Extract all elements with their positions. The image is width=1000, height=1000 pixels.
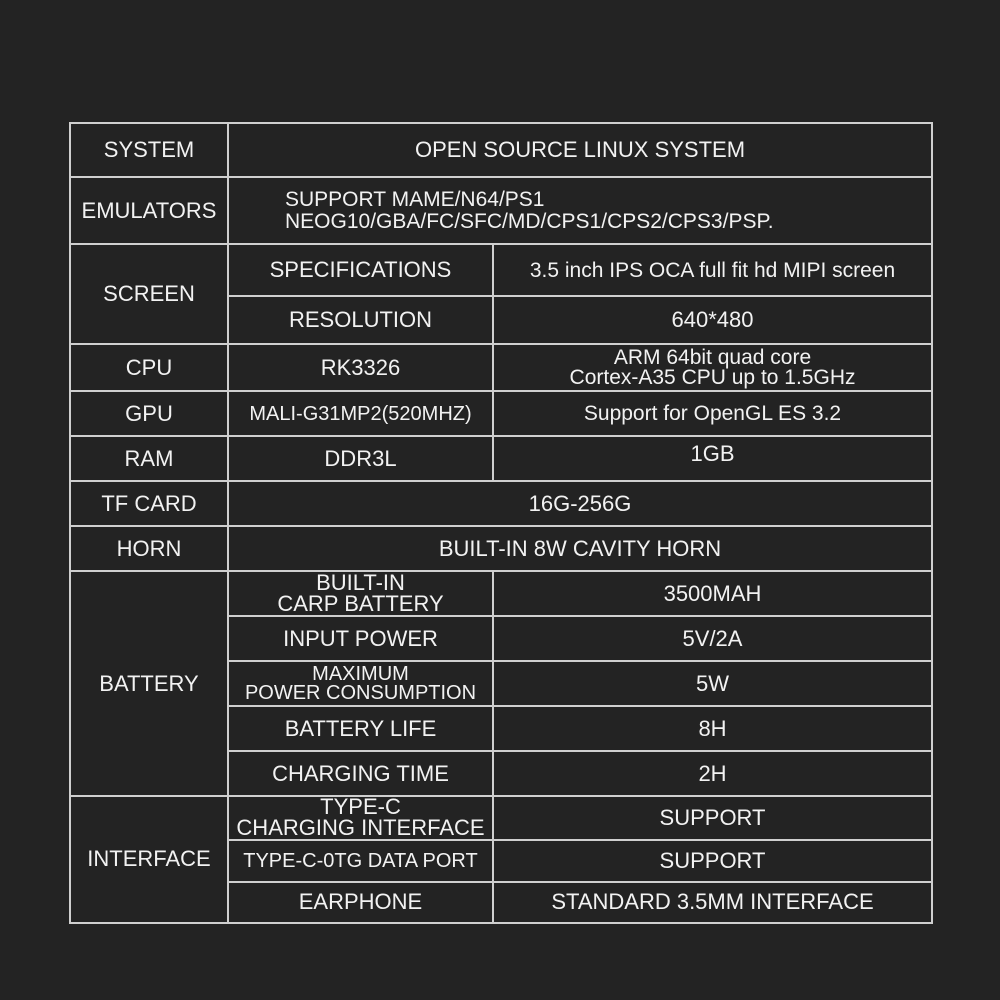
- row-label: RAM: [70, 436, 228, 481]
- cpu-value-line: Cortex-A35 CPU up to 1.5GHz: [569, 365, 856, 389]
- sub-value: 3.5 inch IPS OCA full fit hd MIPI screen: [493, 244, 932, 296]
- table-row-system: [70, 123, 932, 177]
- battery-name-line: POWER CONSUMPTION: [244, 681, 477, 704]
- sub-value: 640*480: [493, 296, 932, 344]
- row-label: HORN: [70, 526, 228, 571]
- sub-label: [228, 796, 493, 840]
- sub-value: 3500MAH: [493, 571, 932, 616]
- table-row-cpu: [70, 344, 932, 391]
- row-value: BUILT-IN 8W CAVITY HORN: [228, 526, 932, 571]
- interface-name-line: CHARGING INTERFACE: [236, 814, 485, 840]
- sub-value: 2H: [493, 751, 932, 796]
- sub-label: MALI-G31MP2(520MHZ): [228, 391, 493, 436]
- sub-label: BATTERY LIFE: [228, 706, 493, 751]
- sub-value: 5W: [493, 661, 932, 706]
- table-row-gpu: [70, 391, 932, 436]
- spec-table: [69, 122, 933, 924]
- sub-value: 8H: [493, 706, 932, 751]
- sub-value: SUPPORT: [493, 840, 932, 882]
- sub-label: CHARGING TIME: [228, 751, 493, 796]
- row-value: 16G-256G: [228, 481, 932, 526]
- row-value: [228, 177, 932, 244]
- table-row-ram: [70, 436, 932, 481]
- sub-label: EARPHONE: [228, 882, 493, 923]
- sub-value: 5V/2A: [493, 616, 932, 661]
- sub-value: [493, 344, 932, 391]
- sub-label: INPUT POWER: [228, 616, 493, 661]
- sub-label: [228, 571, 493, 616]
- battery-name-line: MAXIMUM: [312, 662, 409, 685]
- interface-name-line: TYPE-C: [320, 796, 401, 819]
- table-row-emulators: [70, 177, 932, 244]
- row-label: EMULATORS: [70, 177, 228, 244]
- sub-value: STANDARD 3.5MM INTERFACE: [493, 882, 932, 923]
- row-label: GPU: [70, 391, 228, 436]
- emulators-line: NEOG10/GBA/FC/SFC/MD/CPS1/CPS2/CPS3/PSP.: [285, 209, 774, 233]
- sub-value: Support for OpenGL ES 3.2: [493, 391, 932, 436]
- table-row-interface-charging: [70, 796, 932, 840]
- emulators-line: SUPPORT MAME/N64/PS1: [285, 188, 545, 212]
- sub-value: 1GB: [493, 436, 932, 481]
- cpu-value-line: ARM 64bit quad core: [613, 345, 812, 369]
- sub-value: SUPPORT: [493, 796, 932, 840]
- battery-name-line: BUILT-IN: [316, 571, 405, 595]
- table-row-screen-spec: [70, 244, 932, 296]
- sub-label: DDR3L: [228, 436, 493, 481]
- sub-label: TYPE-C-0TG DATA PORT: [228, 840, 493, 882]
- row-label: INTERFACE: [70, 796, 228, 923]
- row-label: SCREEN: [70, 244, 228, 344]
- row-label: BATTERY: [70, 571, 228, 796]
- battery-name-line: CARP BATTERY: [277, 590, 444, 616]
- table-row-horn: [70, 526, 932, 571]
- sub-label: RK3326: [228, 344, 493, 391]
- sub-label: SPECIFICATIONS: [228, 244, 493, 296]
- sub-label: [228, 661, 493, 706]
- row-label: SYSTEM: [70, 123, 228, 177]
- row-label: TF CARD: [70, 481, 228, 526]
- table-row-battery-capacity: [70, 571, 932, 616]
- sub-label: RESOLUTION: [228, 296, 493, 344]
- row-label: CPU: [70, 344, 228, 391]
- table-row-tf-card: [70, 481, 932, 526]
- row-value: OPEN SOURCE LINUX SYSTEM: [228, 123, 932, 177]
